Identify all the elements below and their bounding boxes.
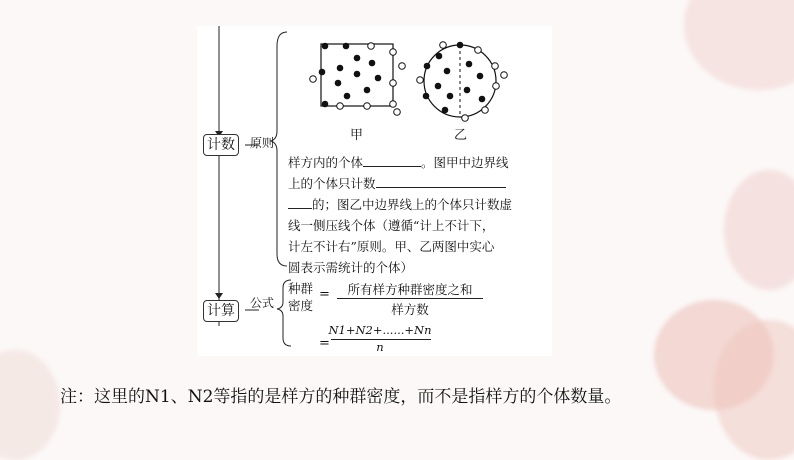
principle-paragraph: [288, 152, 550, 278]
label-formula: 公式: [250, 296, 275, 310]
formula-lhs-1: 种群: [288, 281, 314, 296]
formula-denominator: 样方数: [391, 302, 429, 317]
formula-lhs-2: 密度: [288, 298, 314, 313]
box-calc: 计算: [203, 300, 239, 322]
decor-petal-right: [724, 170, 794, 290]
para-line2: 上的个体只计数: [288, 176, 376, 191]
para-line3: 的；图乙中边界线上的个体只计数虚: [312, 197, 513, 212]
para-line5: 计左不计右”原则。甲、乙两图中实心: [288, 239, 495, 254]
para-line1a: 样方内的个体: [288, 155, 364, 170]
label-jia: 甲: [350, 128, 364, 143]
blank-2-cont: [288, 196, 312, 209]
formula-equals-2: =: [319, 336, 330, 351]
para-line4: 线一侧压线个体（遵循“计上不计下，: [288, 218, 495, 233]
decor-petal-top-right: [684, 0, 794, 90]
formula-numerator: 所有样方种群密度之和: [347, 282, 473, 297]
para-line6: 圆表示需统计的个体）: [288, 260, 414, 275]
para-line1b: 。图甲中边界线: [421, 155, 509, 170]
quadrat-circle-hollow-dots: [417, 42, 508, 122]
label-principle: 原则: [250, 136, 275, 150]
formula-fraction-line-1: [337, 298, 483, 299]
decor-flower-bottom-left: [0, 350, 60, 460]
footnote: 注：这里的N1、N2等指的是样方的种群密度，而不是指样方的个体数量。: [60, 387, 622, 407]
arrow-calc-head: [215, 293, 223, 299]
blank-1: [363, 154, 421, 167]
figure-panel: [197, 26, 552, 356]
label-yi: 乙: [454, 128, 468, 143]
formula-equals-1: =: [319, 287, 330, 302]
formula-numerator-2: N1+N2+......+Nn: [328, 323, 432, 337]
formula-denominator-2: n: [376, 340, 384, 354]
box-count: 计数: [203, 134, 239, 156]
quadrat-square-filled-dots: [319, 43, 382, 108]
blank-2: [376, 175, 506, 188]
